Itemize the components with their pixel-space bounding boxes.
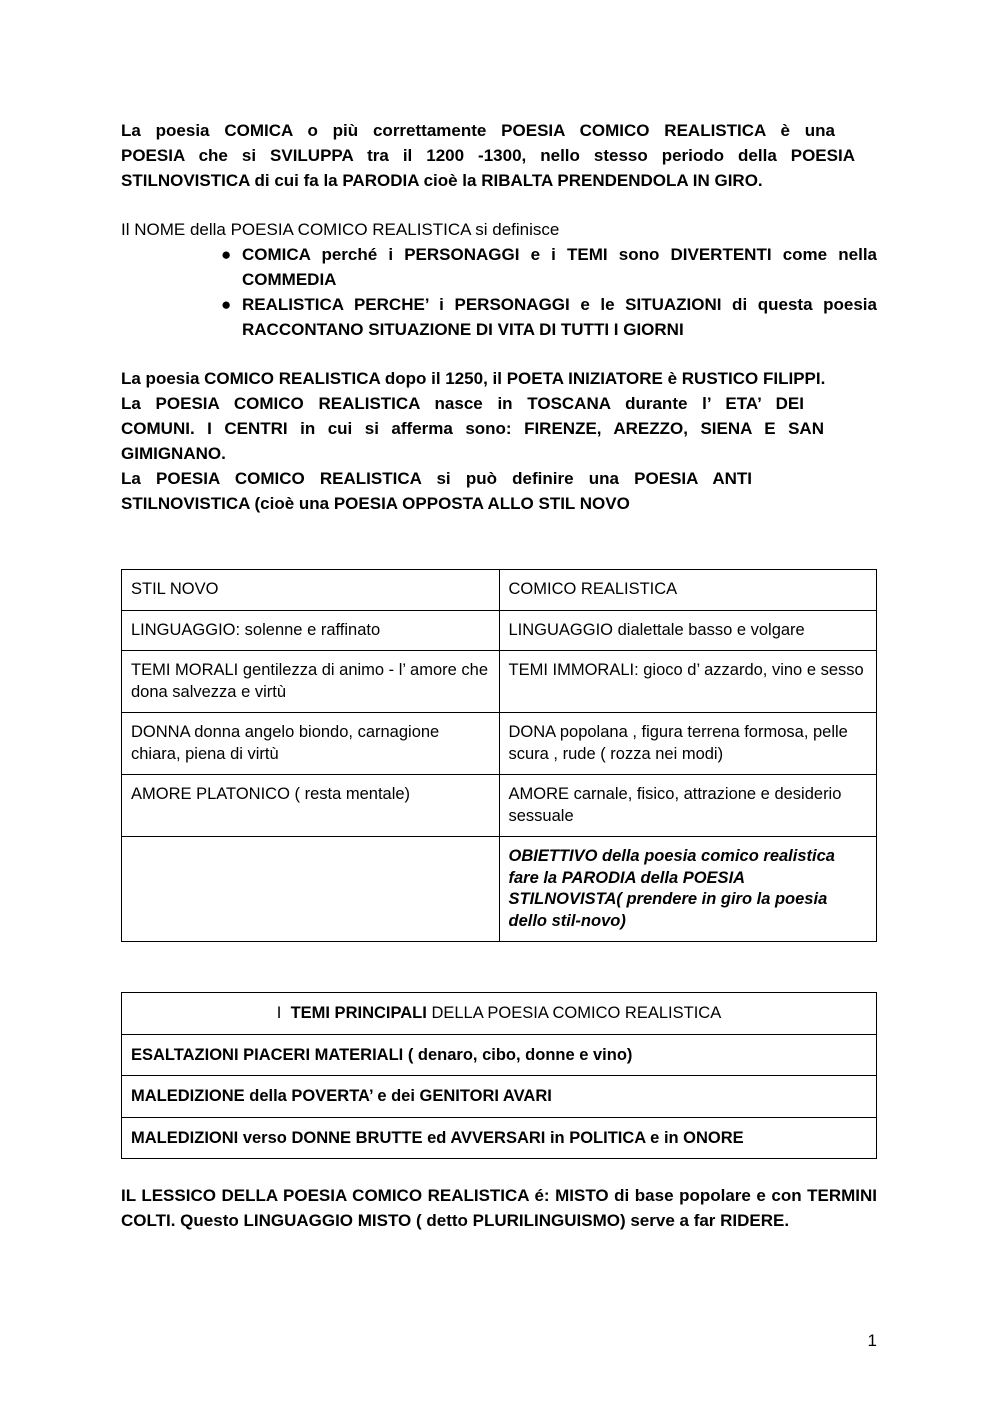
table-cell: AMORE carnale, fisico, attrazione e desiderio sessuale — [499, 775, 877, 837]
intro-line-3: STILNOVISTICA di cui fa la PARODIA cioè la RIBALTA PRENDENDOLA IN GIRO. — [121, 171, 763, 190]
table-row — [122, 775, 877, 837]
table-cell: TEMI MORALI gentilezza di animo - l’ amore che dona salvezza e virtù — [122, 651, 500, 713]
intro-line-1: La poesia COMICA o più correttamente POESIA COMICO REALISTICA è una — [121, 121, 835, 140]
lexicon-paragraph: IL LESSICO DELLA POESIA COMICO REALISTICA é: MISTO di base popolare e con TERMINI COLTI. Questo LINGUAGGIO MISTO ( detto PLURILINGUISMO) serve a far RIDERE. — [121, 1186, 877, 1230]
page-number: 1 — [867, 1331, 877, 1350]
facts-p2b: COMUNI. I CENTRI in cui si afferma sono: FIRENZE, AREZZO, SIENA E SAN — [121, 419, 824, 438]
theme-item: MALEDIZIONI verso DONNE BRUTTE ed AVVERSARI in POLITICA e in ONORE — [122, 1117, 877, 1159]
bullet-dot-icon: ● — [221, 295, 232, 314]
facts-p1: La poesia COMICO REALISTICA dopo il 1250, il POETA INIZIATORE è RUSTICO FILIPPI. — [121, 369, 826, 388]
intro-paragraph — [121, 118, 877, 193]
facts-p3a: La POESIA COMICO REALISTICA si può definire una POESIA ANTI — [121, 469, 752, 488]
table-row — [122, 713, 877, 775]
table-cell: TEMI IMMORALI: gioco d’ azzardo, vino e sesso — [499, 651, 877, 713]
table-row — [122, 837, 877, 942]
table-cell: LINGUAGGIO: solenne e raffinato — [122, 610, 500, 651]
bullet-realistica: ● REALISTICA PERCHE’ i PERSONAGGI e le SITUAZIONI di questa poesia RACCONTANO SITUAZIONE DI VITA DI TUTTI I GIORNI — [221, 292, 877, 342]
table-row — [122, 651, 877, 713]
facts-p2a: La POESIA COMICO REALISTICA nasce in TOSCANA durante l’ ETA’ DEI — [121, 394, 804, 413]
facts-p3b: STILNOVISTICA (cioè una POESIA OPPOSTA ALLO STIL NOVO — [121, 494, 630, 513]
comparison-table — [121, 569, 877, 942]
table-row — [122, 1117, 877, 1159]
table-cell: DONA popolana , figura terrena formosa, pelle scura , rude ( rozza nei modi) — [499, 713, 877, 775]
table-cell: DONNA donna angelo biondo, carnagione chiara, piena di virtù — [122, 713, 500, 775]
table-cell-empty — [122, 837, 500, 942]
table-row — [122, 1034, 877, 1076]
table-cell: LINGUAGGIO dialettale basso e volgare — [499, 610, 877, 651]
header-comico-realistica: COMICO REALISTICA — [499, 570, 877, 611]
table-row — [122, 570, 877, 611]
header-stil-novo: STIL NOVO — [122, 570, 500, 611]
theme-item: MALEDIZIONE della POVERTA’ e dei GENITORI AVARI — [122, 1076, 877, 1118]
bullet-dot-icon: ● — [221, 245, 232, 264]
intro-line-2: POESIA che si SVILUPPA tra il 1200 -1300, nello stesso periodo della POESIA — [121, 146, 855, 165]
themes-title: I TEMI PRINCIPALI DELLA POESIA COMICO REALISTICA — [122, 993, 877, 1035]
objective-cell: OBIETTIVO della poesia comico realistica fare la PARODIA della POESIA STILNOVISTA( prendere in giro la poesia dello stil-novo) — [499, 837, 877, 942]
name-bullet-list — [121, 242, 877, 342]
themes-table — [121, 992, 877, 1159]
name-heading: Il NOME della POESIA COMICO REALISTICA si definisce — [121, 220, 560, 239]
bullet-comica: ● COMICA perché i PERSONAGGI e i TEMI sono DIVERTENTI come nella COMMEDIA — [221, 242, 877, 292]
facts-p2c: GIMIGNANO. — [121, 444, 226, 463]
document-page — [121, 118, 877, 1233]
table-cell: AMORE PLATONICO ( resta mentale) — [122, 775, 500, 837]
table-row — [122, 610, 877, 651]
theme-item: ESALTAZIONI PIACERI MATERIALI ( denaro, cibo, donne e vino) — [122, 1034, 877, 1076]
table-row — [122, 993, 877, 1035]
table-row — [122, 1076, 877, 1118]
